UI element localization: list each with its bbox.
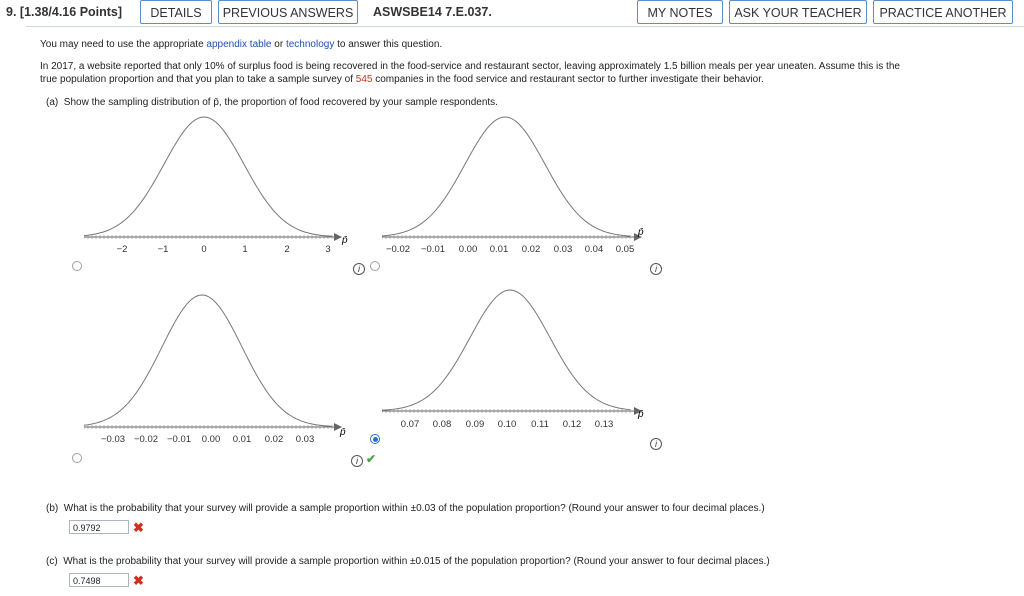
option-3-tick-label: −0.02	[133, 434, 159, 445]
option-1-tick-label: −2	[116, 244, 128, 255]
part-c-incorrect-icon: ✖	[133, 573, 144, 588]
sample-size: 545	[355, 74, 373, 85]
option-2-tick-label: 0.01	[489, 244, 509, 255]
option-3-axis-symbol: p̄	[340, 427, 346, 438]
option-3-info-icon[interactable]: i	[351, 455, 363, 467]
option-1-graph	[84, 112, 354, 260]
problem-line-1: In 2017, a website reported that only 10% of surplus food is being recovered in the food-service and restaurant sector, leaving approximately 1.5 billion meals per year uneaten. Assume this is the	[40, 61, 900, 72]
option-3-tick-label: 0.00	[201, 434, 221, 445]
option-2-info-icon[interactable]: i	[650, 263, 662, 275]
part-c-answer-input[interactable]: 0.7498	[69, 573, 129, 587]
part-b-prompt: (b) What is the probability that your survey will provide a sample proportion within ±0.03 of the population proportion? (Round your answer to four decimal places.)	[46, 503, 765, 514]
option-4-radio[interactable]	[370, 434, 380, 444]
option-4-curve	[382, 290, 630, 410]
option-4-tick-label: 0.12	[562, 419, 582, 430]
option-3-graph	[84, 292, 354, 452]
part-a-prompt: (a) Show the sampling distribution of p̄, the proportion of food recovered by your sample respondents.	[46, 97, 498, 108]
option-4-graph	[382, 285, 662, 435]
header-divider	[26, 26, 1024, 27]
question-id: ASWSBE14 7.E.037.	[373, 5, 492, 19]
part-c-prompt: (c) What is the probability that your survey will provide a sample proportion within ±0.015 of the population proportion? (Round your answer to four decimal places.)	[46, 556, 770, 567]
option-2-tick-label: 0.03	[553, 244, 573, 255]
option-2-curve	[382, 117, 630, 236]
option-4-tick-label: 0.08	[432, 419, 452, 430]
option-1-tick-label: 0	[201, 244, 207, 255]
option-2-tick-label: 0.04	[584, 244, 604, 255]
option-1-tick-label: 3	[325, 244, 331, 255]
question-header	[0, 0, 1024, 26]
previous-answers-button[interactable]: PREVIOUS ANSWERS	[218, 0, 358, 24]
option-2-graph	[382, 112, 662, 260]
practice-another-button[interactable]: PRACTICE ANOTHER	[873, 0, 1013, 24]
ask-your-teacher-button[interactable]: ASK YOUR TEACHER	[729, 0, 867, 24]
option-4-info-icon[interactable]: i	[650, 438, 662, 450]
question-number-points: 9. [1.38/4.16 Points]	[6, 5, 123, 19]
my-notes-button[interactable]: MY NOTES	[637, 0, 723, 24]
part-b-incorrect-icon: ✖	[133, 520, 144, 535]
technology-link[interactable]: technology	[285, 39, 335, 50]
option-4-tick-label: 0.07	[400, 419, 420, 430]
option-3-tick-label: 0.02	[264, 434, 284, 445]
option-2-tick-label: 0.02	[521, 244, 541, 255]
option-2-tick-label: −0.02	[385, 244, 411, 255]
option-4-tick-label: 0.10	[497, 419, 517, 430]
option-4-tick-label: 0.11	[531, 419, 549, 430]
option-1-axis-symbol: p̄	[342, 235, 348, 246]
option-4-tick-label: 0.09	[465, 419, 485, 430]
appendix-table-link[interactable]: appendix table	[206, 39, 272, 50]
part-b-answer-input[interactable]: 0.9792	[69, 520, 129, 534]
option-2-axis-symbol: p̄	[638, 227, 644, 238]
option-2-tick-label: 0.00	[458, 244, 478, 255]
option-3-tick-label: −0.01	[166, 434, 192, 445]
option-4-tick-label: 0.13	[594, 419, 614, 430]
option-1-curve	[84, 117, 332, 236]
option-1-tick-label: −1	[157, 244, 169, 255]
option-4-axis-symbol: p̄	[638, 409, 644, 420]
option-2-tick-label: −0.01	[420, 244, 446, 255]
option-2-tick-label: 0.05	[615, 244, 635, 255]
option-1-axis-arrow	[334, 233, 342, 241]
option-1-tick-label: 2	[284, 244, 290, 255]
correct-check-icon: ✔	[366, 452, 377, 466]
option-3-tick-label: 0.03	[295, 434, 315, 445]
problem-line-2: true population proportion and that you plan to take a sample survey of 545 companies in the food service and restaurant sector to further investigate their behavior.	[40, 74, 764, 85]
intro-text: You may need to use the appropriate appendix table or technology to answer this question.	[40, 39, 443, 50]
option-3-radio[interactable]	[72, 453, 82, 463]
option-1-radio[interactable]	[72, 261, 82, 271]
option-3-curve	[84, 295, 332, 426]
option-3-tick-label: −0.03	[100, 434, 126, 445]
option-2-radio[interactable]	[370, 261, 380, 271]
option-1-tick-label: 1	[242, 244, 248, 255]
details-button[interactable]: DETAILS	[140, 0, 212, 24]
option-3-tick-label: 0.01	[232, 434, 252, 445]
option-1-info-icon[interactable]: i	[353, 263, 365, 275]
